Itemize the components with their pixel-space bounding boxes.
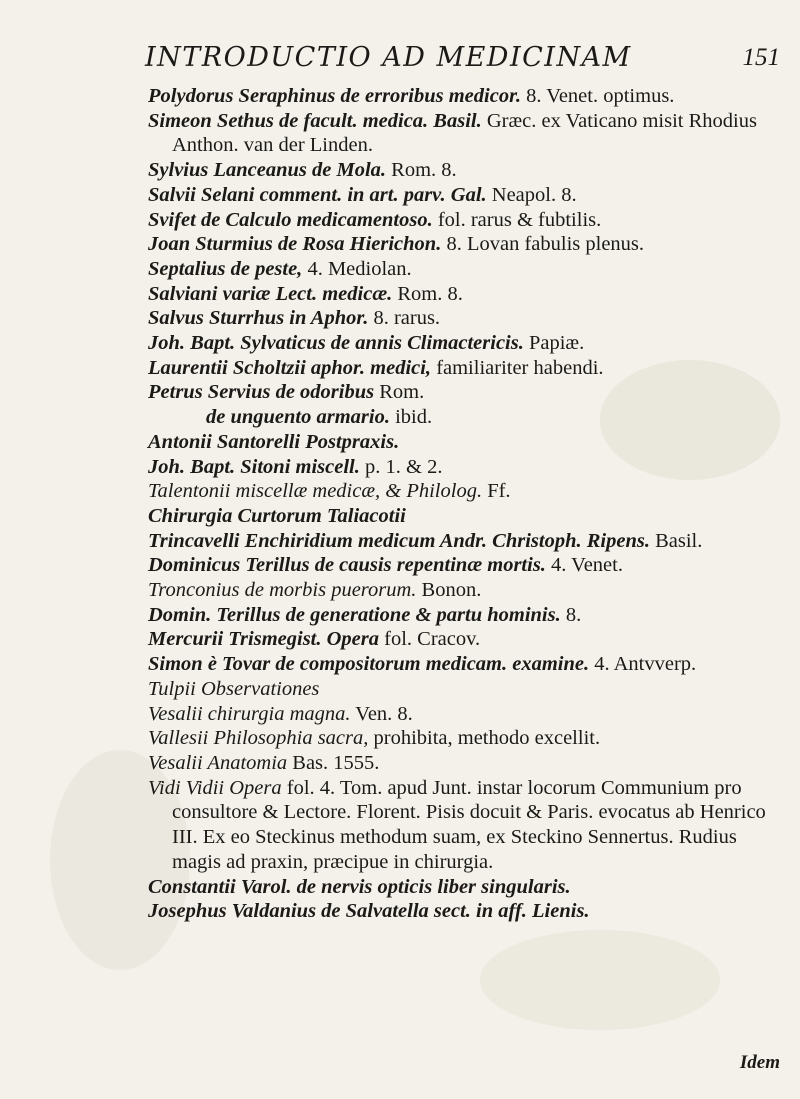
entry-title: Josephus Valdanius de Salvatella sect. in aff. Lienis.: [148, 900, 590, 923]
entry-title: Polydorus Seraphinus de erroribus medicor.: [148, 85, 522, 107]
entry-note: 4. Venet.: [545, 554, 623, 577]
entry-note: familiariter habendi.: [431, 356, 604, 379]
entry-note: fol. Cracov.: [379, 628, 481, 651]
list-item: [148, 380, 780, 405]
entry-note: Rom.: [374, 381, 425, 404]
entry-note: Bonon.: [416, 579, 482, 602]
entry-title: Salviani variæ Lect. medicæ.: [148, 282, 393, 305]
entry-note: 8. Lovan fabulis plenus.: [441, 233, 645, 256]
entry-title: Talentonii miscellæ medicæ, & Philolog.: [148, 480, 483, 503]
list-item: [148, 751, 780, 776]
entry-title: Petrus Servius de odoribus: [148, 381, 375, 404]
list-item: [148, 430, 780, 455]
list-item: [148, 899, 780, 924]
list-item: [148, 232, 780, 257]
entry-title: Mercurii Trismegist. Opera: [148, 628, 380, 651]
entry-title: Trincavelli Enchiridium medicum Andr. Christoph. Ripens.: [148, 529, 650, 552]
entry-title: Vesalii Anatomia: [148, 751, 288, 774]
entry-title: Svifet de Calculo medicamentoso.: [148, 208, 433, 231]
list-item: [148, 578, 780, 603]
entry-note: Bas. 1555.: [287, 751, 380, 774]
entry-note: Neapol. 8.: [486, 183, 577, 206]
entry-title: Salvii Selani comment. in art. parv. Gal.: [148, 183, 487, 206]
list-item: [148, 282, 780, 307]
entry-title: Antonii Santorelli Postpraxis.: [148, 430, 400, 453]
list-item: [148, 158, 780, 183]
entry-title: Vesalii chirurgia magna.: [148, 702, 351, 725]
bibliography-list: [148, 84, 780, 924]
list-item: [148, 356, 780, 381]
entry-note: fol. rarus & fubtilis.: [432, 208, 602, 231]
entry-note: fol. 4. Tom. apud Junt. instar locorum Communium pro consultore & Lectore. Florent. Pisis docuit & Paris. evocatus ab Henrico III. Ex eo Steckinus methodum suam, ex Steckino Sennertus. Rudius magis ad praxin, præcipue in chirurgia.: [172, 776, 766, 873]
entry-title: Chirurgia Curtorum Taliacotii: [148, 504, 406, 527]
entry-note: 4. Mediolan.: [302, 257, 412, 280]
entry-title: Joh. Bapt. Sylvaticus de annis Climactericis.: [148, 332, 524, 355]
entry-title: Sylvius Lanceanus de Mola.: [148, 159, 387, 182]
entry-note: Rom. 8.: [392, 282, 463, 305]
entry-title: Simon è Tovar de compositorum medicam. examine.: [148, 653, 590, 676]
entry-title: Domin. Terillus de generatione & partu hominis.: [148, 603, 561, 626]
entry-note: 8.: [560, 603, 582, 626]
entry-title: Joh. Bapt. Sitoni miscell.: [148, 455, 360, 478]
list-item: [148, 183, 780, 208]
list-item: [148, 652, 780, 677]
list-item: [148, 306, 780, 331]
list-item: [148, 208, 780, 233]
entry-title: Septalius de peste,: [148, 257, 303, 280]
entry-title: Vidi Vidii Opera: [148, 776, 282, 799]
list-item: [148, 504, 780, 529]
list-item: [148, 875, 780, 900]
entry-note: ibid.: [389, 406, 433, 429]
catchword: Idem: [739, 1052, 780, 1073]
list-item: [148, 776, 780, 875]
entry-title: Laurentii Scholtzii aphor. medici,: [148, 356, 432, 379]
entry-note: 8. Venet. optimus.: [521, 85, 675, 107]
list-item: [148, 455, 780, 480]
list-item: [148, 702, 780, 727]
list-item: [148, 726, 780, 751]
list-item: [148, 627, 780, 652]
entry-note: 4. Antvverp.: [589, 653, 697, 676]
page-number: 151: [742, 44, 780, 71]
list-item: [148, 405, 780, 430]
entry-title: Simeon Sethus de facult. medica. Basil.: [148, 109, 482, 132]
list-item: [148, 84, 780, 109]
list-item: [148, 331, 780, 356]
entry-title: Salvus Sturrhus in Aphor.: [148, 307, 369, 330]
list-item: [148, 529, 780, 554]
list-item: [148, 603, 780, 628]
list-item: [148, 109, 780, 158]
list-item: [148, 553, 780, 578]
list-item: [148, 479, 780, 504]
entry-note: Basil.: [649, 529, 703, 552]
entry-note: Ff.: [482, 480, 511, 503]
entry-note: Papiæ.: [523, 332, 585, 355]
entry-note: Ven. 8.: [350, 702, 413, 725]
entry-note: Rom. 8.: [386, 159, 457, 182]
entry-title: Constantii Varol. de nervis opticis liber singularis.: [148, 875, 571, 898]
entry-title: Joan Sturmius de Rosa Hierichon.: [148, 233, 442, 256]
entry-title: Vallesii Philosophia sacra,: [148, 727, 369, 750]
entry-note: prohibita, methodo excellit.: [368, 727, 601, 750]
list-item: [148, 677, 780, 702]
entry-title: Dominicus Terillus de causis repentinæ mortis.: [148, 554, 546, 577]
running-head: [145, 42, 780, 82]
entry-note: 8. rarus.: [368, 307, 441, 330]
entry-note: Græc. ex Vaticano misit Rhodius Anthon. van der Linden.: [172, 109, 757, 157]
list-item: [148, 257, 780, 282]
entry-note: p. 1. & 2.: [359, 455, 443, 478]
entry-title: Tronconius de morbis puerorum.: [148, 579, 417, 602]
entry-title: de unguento armario.: [206, 406, 390, 429]
entry-title: Tulpii Observationes: [148, 677, 320, 700]
page-title: INTRODUCTIO AD MEDICINAM: [145, 42, 632, 73]
